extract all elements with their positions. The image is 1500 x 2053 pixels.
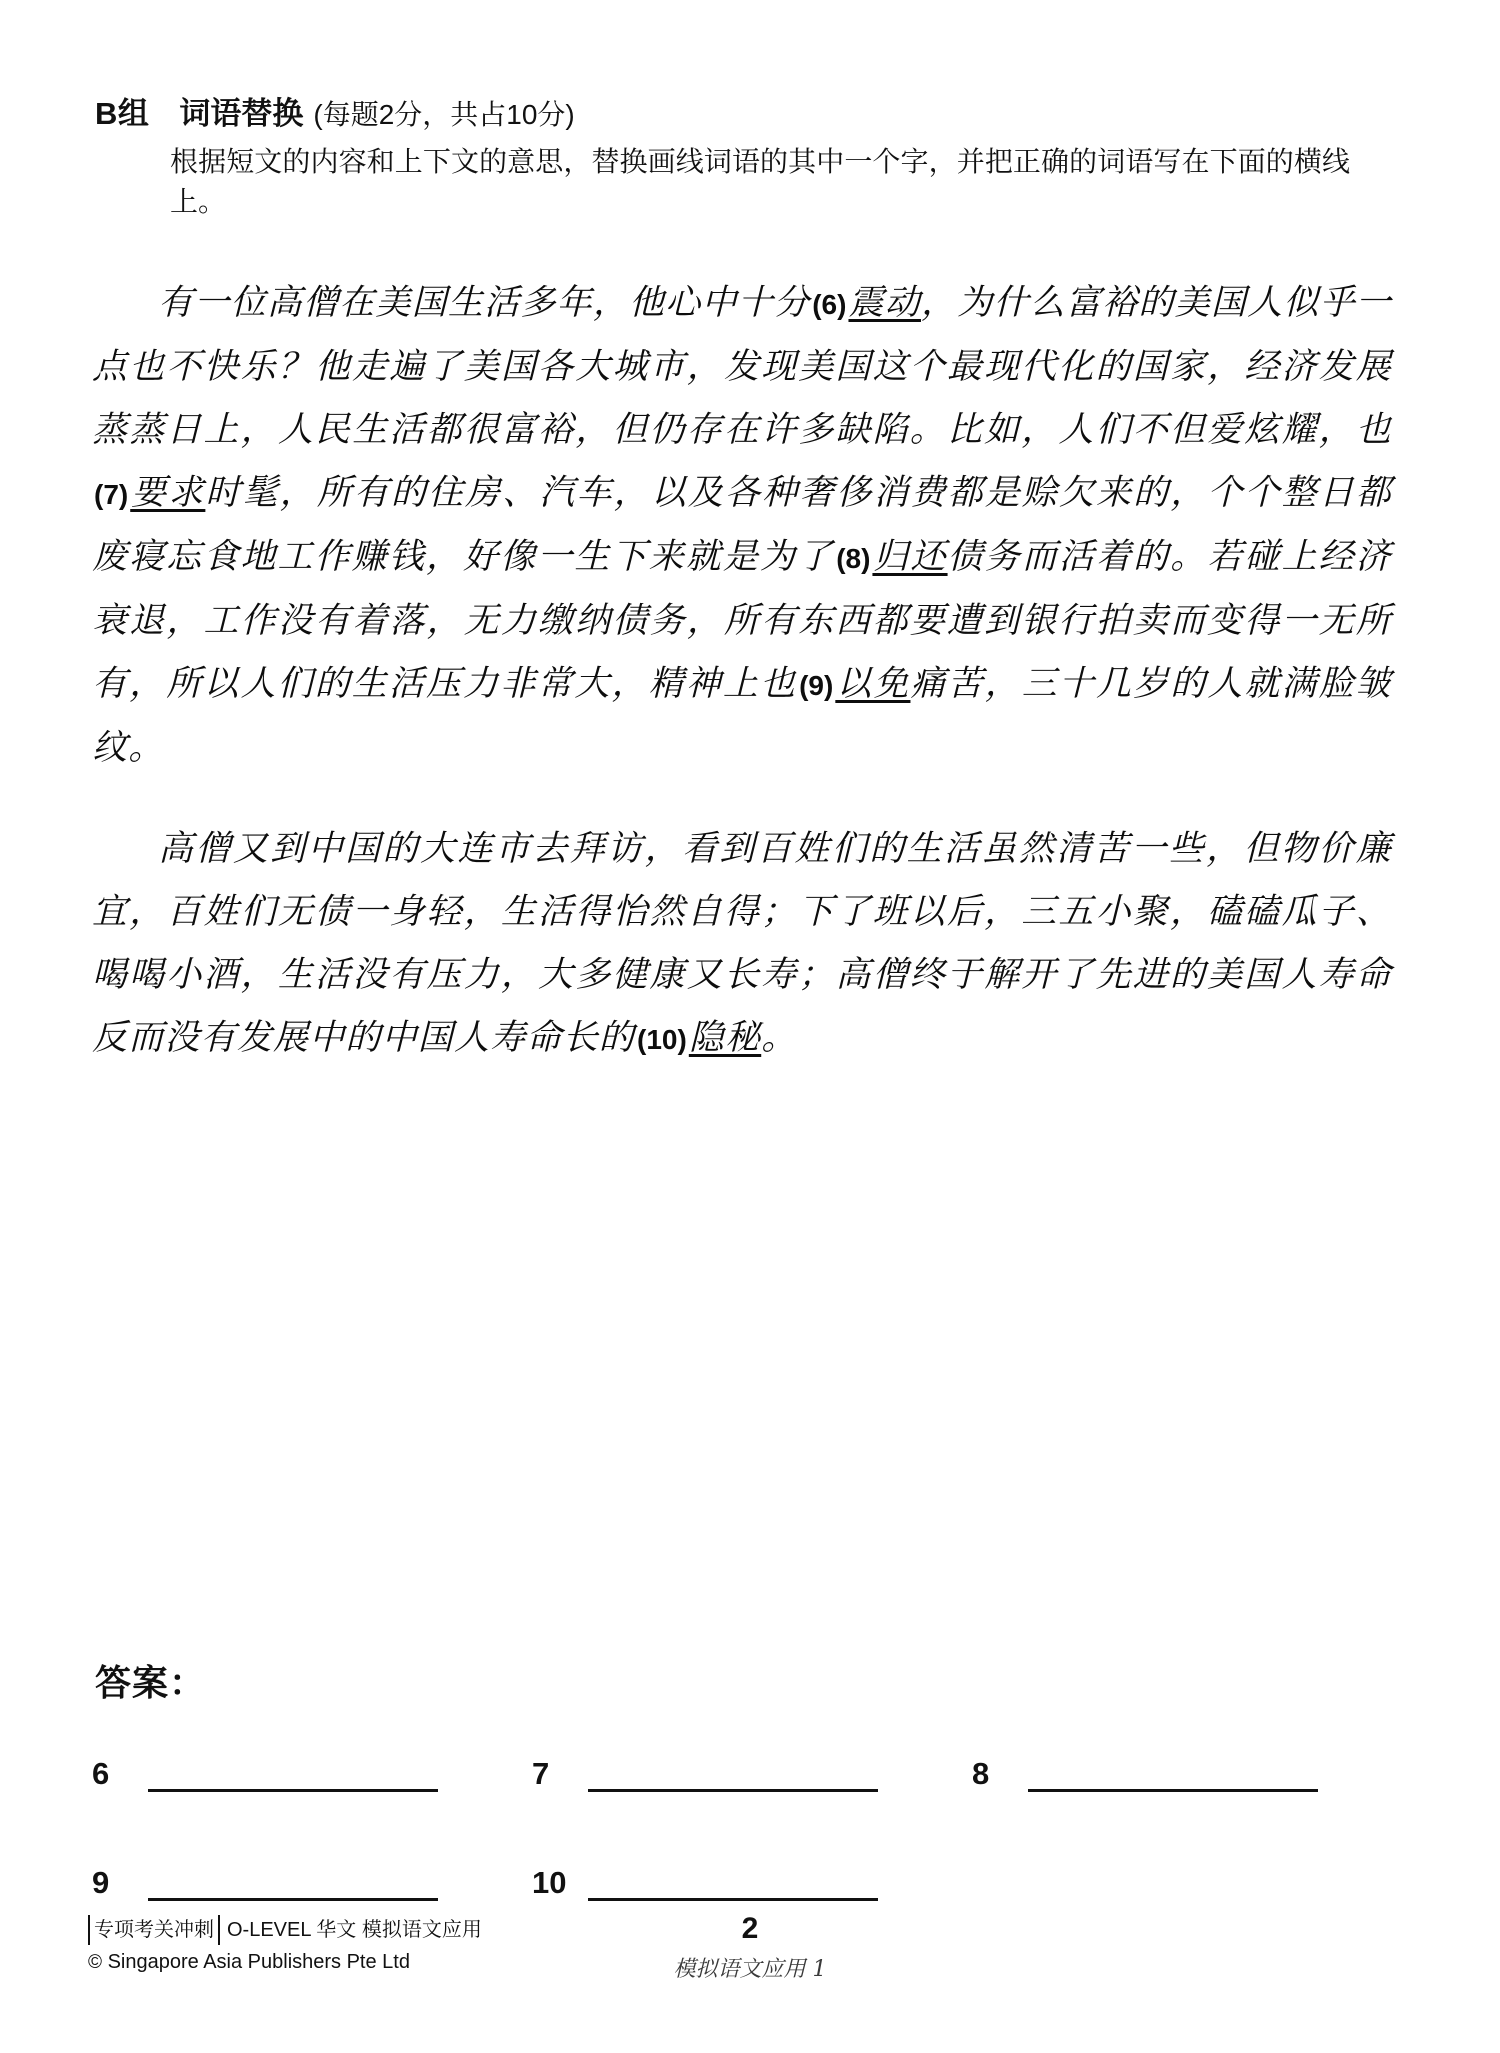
question-number-8: (8) — [836, 543, 871, 574]
answer-cell-8 — [972, 1755, 1412, 1792]
question-number-6: (6) — [812, 289, 847, 320]
answer-cell-7 — [532, 1755, 972, 1792]
paragraph1-segment-3: 时髦，所有的住房、汽车，以及各种奢侈消费都是赊欠来的，个个整日都废寝忘食地工作赚钱，好像一生下来就是为了 — [92, 473, 1392, 577]
answer-cell-empty — [972, 1864, 1412, 1901]
underlined-word-6: 震动 — [848, 283, 921, 323]
answer-blank-8[interactable] — [1028, 1755, 1318, 1792]
paragraph2-segment-1: 高僧又到中国的大连市去拜访，看到百姓们的生活虽然清苦一些，但物价廉宜，百姓们无债一身轻，生活得怡然自得；下了班以后，三五小聚，磕磕瓜子、喝喝小酒，生活没有压力，大多健康又长寿；高僧终于解开了先进的美国人寿命反而没有发展中的中国人寿命长的 — [92, 829, 1392, 1058]
question-number-7: (7) — [94, 479, 129, 510]
reading-passage — [92, 272, 1392, 1097]
underlined-word-9: 以免 — [835, 664, 911, 704]
answer-blank-9[interactable] — [148, 1864, 438, 1901]
answer-cell-9 — [92, 1864, 532, 1901]
footer-book-title: O-LEVEL 华文 模拟语文应用 — [227, 1919, 482, 1941]
answer-cell-6 — [92, 1755, 532, 1792]
answer-cell-10 — [532, 1864, 972, 1901]
page-number: 2 — [741, 1912, 759, 1945]
answers-title: 答案： — [95, 1662, 207, 1703]
question-number-9: (9) — [799, 670, 834, 701]
answer-number-6: 6 — [92, 1756, 110, 1791]
answer-number-7: 7 — [532, 1756, 550, 1791]
section-marks: (每题2分，共占10分) — [313, 99, 575, 130]
underlined-word-7: 要求 — [130, 473, 206, 513]
answer-number-10: 10 — [532, 1865, 567, 1900]
paragraph1-segment-2: ，为什么富裕的美国人似乎一点也不快乐？他走遍了美国各大城市，发现美国这个最现代化的国家，经济发展蒸蒸日上，人民生活都很富裕，但仍存在许多缺陷。比如，人们不但爱炫耀，也 — [92, 283, 1393, 450]
passage-paragraph-2 — [92, 818, 1392, 1071]
paragraph1-segment-1: 有一位高僧在美国生活多年，他心中十分 — [158, 283, 811, 323]
footer-center-note: 模拟语文应用 1 — [673, 1957, 827, 1982]
copyright-icon: © — [88, 1952, 102, 1973]
answer-row — [92, 1864, 1412, 1901]
footer-series-label: 专项考关冲刺 — [88, 1915, 220, 1945]
answer-number-9: 9 — [92, 1865, 110, 1900]
section-label: B组 — [95, 96, 150, 131]
answer-number-8: 8 — [972, 1756, 990, 1791]
paragraph1-segment-5: 痛苦，三十几岁的人就满脸皱纹。 — [92, 664, 1392, 768]
section-title: 词语替换 — [179, 96, 304, 131]
section-heading — [95, 88, 575, 133]
section-instruction: 根据短文的内容和上下文的意思，替换画线词语的其中一个字，并把正确的词语写在下面的横线上。 — [170, 146, 1350, 217]
underlined-word-10: 隐秘 — [688, 1018, 762, 1058]
paragraph2-segment-2: 。 — [761, 1018, 798, 1058]
answer-blank-6[interactable] — [148, 1755, 438, 1792]
answer-blank-7[interactable] — [588, 1755, 878, 1792]
passage-paragraph-1 — [92, 272, 1392, 780]
underlined-word-8: 归还 — [872, 537, 948, 577]
question-number-10: (10) — [637, 1024, 687, 1055]
answer-blank-10[interactable] — [588, 1864, 878, 1901]
paragraph1-segment-4: 债务而活着的。若碰上经济衰退，工作没有着落，无力缴纳债务，所有东西都要遭到银行拍卖而变得一无所有，所以人们的生活压力非常大，精神上也 — [92, 537, 1392, 704]
answer-row — [92, 1755, 1412, 1792]
footer-publisher: Singapore Asia Publishers Pte Ltd — [107, 1951, 410, 1973]
